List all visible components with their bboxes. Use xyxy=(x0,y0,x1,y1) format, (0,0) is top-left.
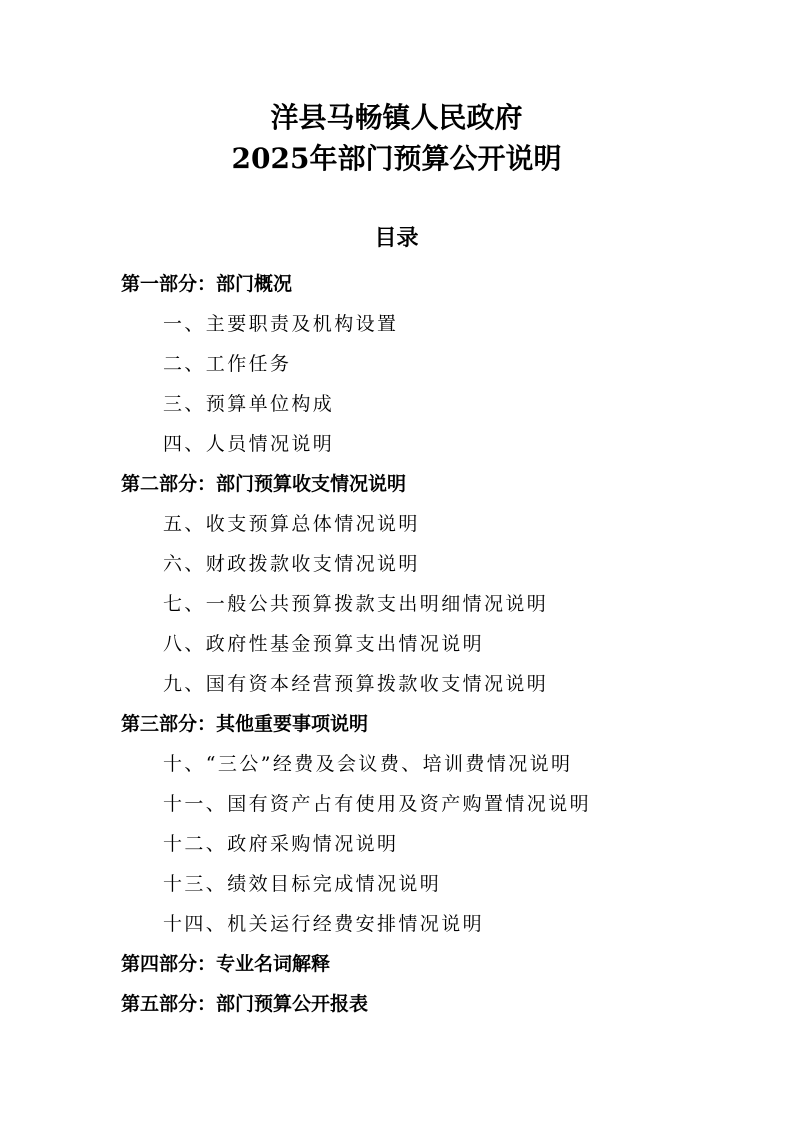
toc-section-item: 六、财政拨款收支情况说明 xyxy=(163,553,420,575)
toc-section-item: 十一、国有资产占有使用及资产购置情况说明 xyxy=(163,793,592,815)
toc-section-item: 七、一般公共预算拨款支出明细情况说明 xyxy=(163,593,549,615)
toc-section-item: 一、主要职责及机构设置 xyxy=(163,313,399,335)
toc-section-item: 十二、政府采购情况说明 xyxy=(163,833,399,855)
toc-section-item: 二、工作任务 xyxy=(163,353,292,375)
table-of-contents xyxy=(0,264,793,1024)
toc-section-item: 十、“三公”经费及会议费、培训费情况说明 xyxy=(163,753,573,775)
toc-part-heading: 第五部分：部门预算公开报表 xyxy=(121,993,369,1015)
toc-section-item: 十三、绩效目标完成情况说明 xyxy=(163,873,442,895)
toc-part-heading: 第三部分：其他重要事项说明 xyxy=(121,713,369,735)
toc-part-heading: 第二部分：部门预算收支情况说明 xyxy=(121,473,407,495)
toc-part-heading: 第四部分：专业名词解释 xyxy=(121,953,331,975)
toc-part-heading: 第一部分：部门概况 xyxy=(121,273,293,295)
toc-section-item: 五、收支预算总体情况说明 xyxy=(163,513,420,535)
toc-heading: 目录 xyxy=(374,226,419,251)
toc-section-item: 九、国有资本经营预算拨款收支情况说明 xyxy=(163,673,549,695)
toc-section-item: 八、政府性基金预算支出情况说明 xyxy=(163,633,485,655)
toc-section-item: 三、预算单位构成 xyxy=(163,393,335,415)
toc-section-item: 四、人员情况说明 xyxy=(163,433,335,455)
toc-section-item: 十四、机关运行经费安排情况说明 xyxy=(163,913,485,935)
document-title-line1: 洋县马畅镇人民政府 xyxy=(270,101,523,134)
document-title-line2: 2025年部门预算公开说明 xyxy=(231,142,562,175)
